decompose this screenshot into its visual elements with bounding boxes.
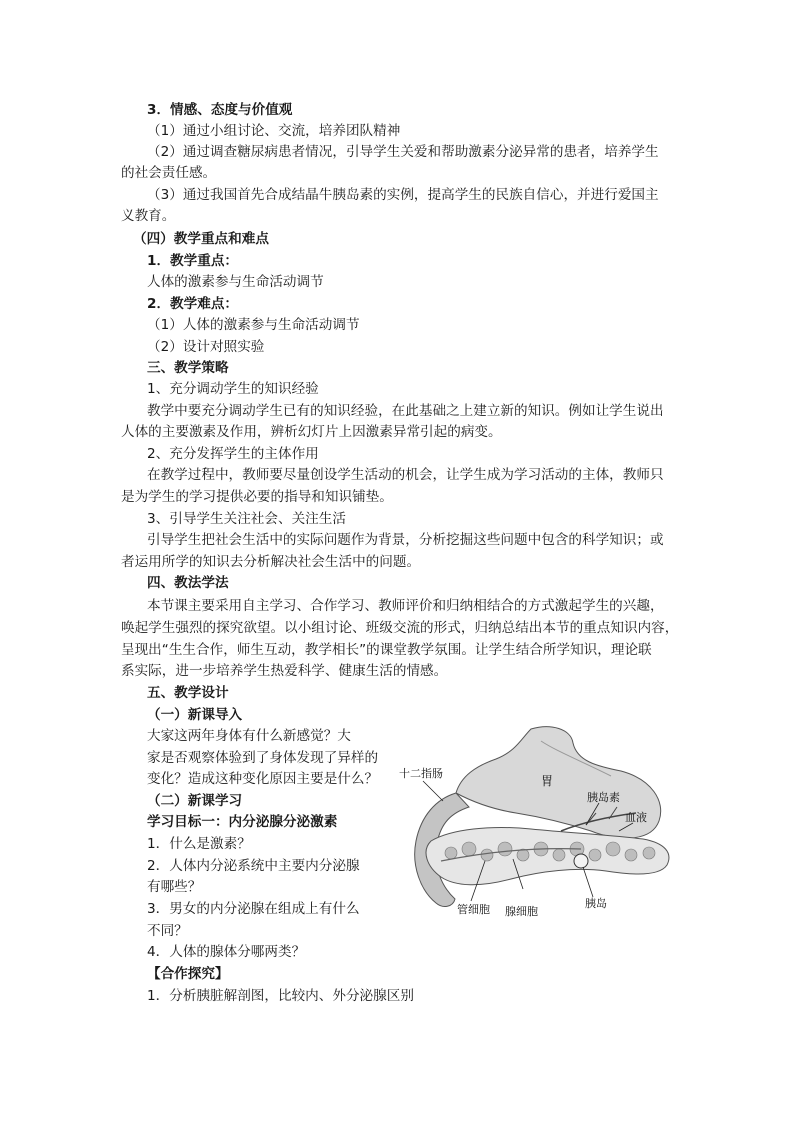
label-gland-cell: 腺细胞 [505,905,538,918]
paragraph-line: 义教育。 [121,208,176,224]
paragraph-line: 者运用所学的知识去分析解决社会生活中的问题。 [121,554,421,570]
paragraph-line: 2、充分发挥学生的主体作用 [147,446,319,462]
section-heading: 3．情感、态度与价值观 [147,102,293,118]
question-line: 4．人体的腺体分哪两类？ [147,944,306,960]
paragraph-line: 3、引导学生关注社会、关注生活 [147,511,346,527]
subheading: 2．教学难点： [147,296,239,312]
cooperative-inquiry-heading: 【合作探究】 [147,966,229,982]
paragraph-line: （1）通过小组讨论、交流，培养团队精神 [147,123,401,139]
question-line: 1．什么是激素？ [147,836,251,852]
question-line: 有哪些？ [147,879,202,895]
paragraph-line: 引导学生把社会生活中的实际问题作为背景，分析挖掘这些问题中包含的科学知识；或 [147,532,664,548]
label-blood: 血液 [625,811,647,824]
section-heading: 四、教法学法 [147,575,229,591]
section-heading: （四）教学重点和难点 [133,231,269,247]
subheading: （一）新课导入 [147,707,243,723]
paragraph-line: （2）设计对照实验 [147,339,265,355]
section-heading: 五、教学设计 [147,685,229,701]
paragraph-line: 呈现出“生生合作，师生互动，教学相长”的课堂教学氛围。让学生结合所学知识，理论联 [121,642,652,658]
paragraph-line: 变化？造成这种变化原因主要是什么？ [147,771,379,787]
paragraph-line: 本节课主要采用自主学习、合作学习、教师评价和归纳相结合的方式激起学生的兴趣， [147,598,664,614]
label-duodenum: 十二指肠 [399,767,443,780]
paragraph-line: 1．分析胰脏解剖图，比较内、外分泌腺区别 [147,988,414,1004]
paragraph-line: （2）通过调查糖尿病患者情况，引导学生关爱和帮助激素分泌异常的患者，培养学生 [147,144,659,160]
section-heading: 三、教学策略 [147,360,229,376]
subheading: 1．教学重点： [147,253,239,269]
paragraph-line: 人体的激素参与生命活动调节 [147,274,324,290]
label-islet: 胰岛 [585,897,607,910]
question-line: 3．男女的内分泌腺在组成上有什么 [147,901,360,917]
paragraph-line: （1）人体的激素参与生命活动调节 [147,317,360,333]
paragraph-line: 教学中要充分调动学生已有的知识经验，在此基础之上建立新的知识。例如让学生说出 [147,403,664,419]
label-stomach: 胃 [541,774,554,788]
paragraph-line: 人体的主要激素及作用，辨析幻灯片上因激素异常引起的病变。 [121,424,502,440]
paragraph-line: 1、充分调动学生的知识经验 [147,381,319,397]
paragraph-line: 在教学过程中，教师要尽量创设学生活动的机会，让学生成为学习活动的主体，教师只 [147,467,664,483]
subheading: （二）新课学习 [147,793,243,809]
question-line: 不同？ [147,923,188,939]
paragraph-line: 系实际，进一步培养学生热爱科学、健康生活的情感。 [121,663,448,679]
paragraph-line: 大家这两年身体有什么新感觉？大 [147,728,351,744]
pancreas-anatomy-figure [381,721,675,921]
pancreas-illustration [381,721,675,921]
paragraph-line: 的社会责任感。 [121,165,217,181]
paragraph-line: 是为学生的学习提供必要的指导和知识铺垫。 [121,489,393,505]
question-line: 2．人体内分泌系统中主要内分泌腺 [147,858,360,874]
paragraph-line: （3）通过我国首先合成结晶牛胰岛素的实例，提高学生的民族自信心，并进行爱国主 [147,187,659,203]
islet-shape [574,854,588,868]
label-duct-cell: 管细胞 [457,903,490,916]
paragraph-line: 家是否观察体验到了身体发现了异样的 [147,750,379,766]
paragraph-line: 唤起学生强烈的探究欲望。以小组讨论、班级交流的形式，归纳总结出本节的重点知识内容， [121,620,679,636]
learning-goal-heading: 学习目标一：内分泌腺分泌激素 [147,814,338,830]
label-insulin: 胰岛素 [587,791,620,804]
